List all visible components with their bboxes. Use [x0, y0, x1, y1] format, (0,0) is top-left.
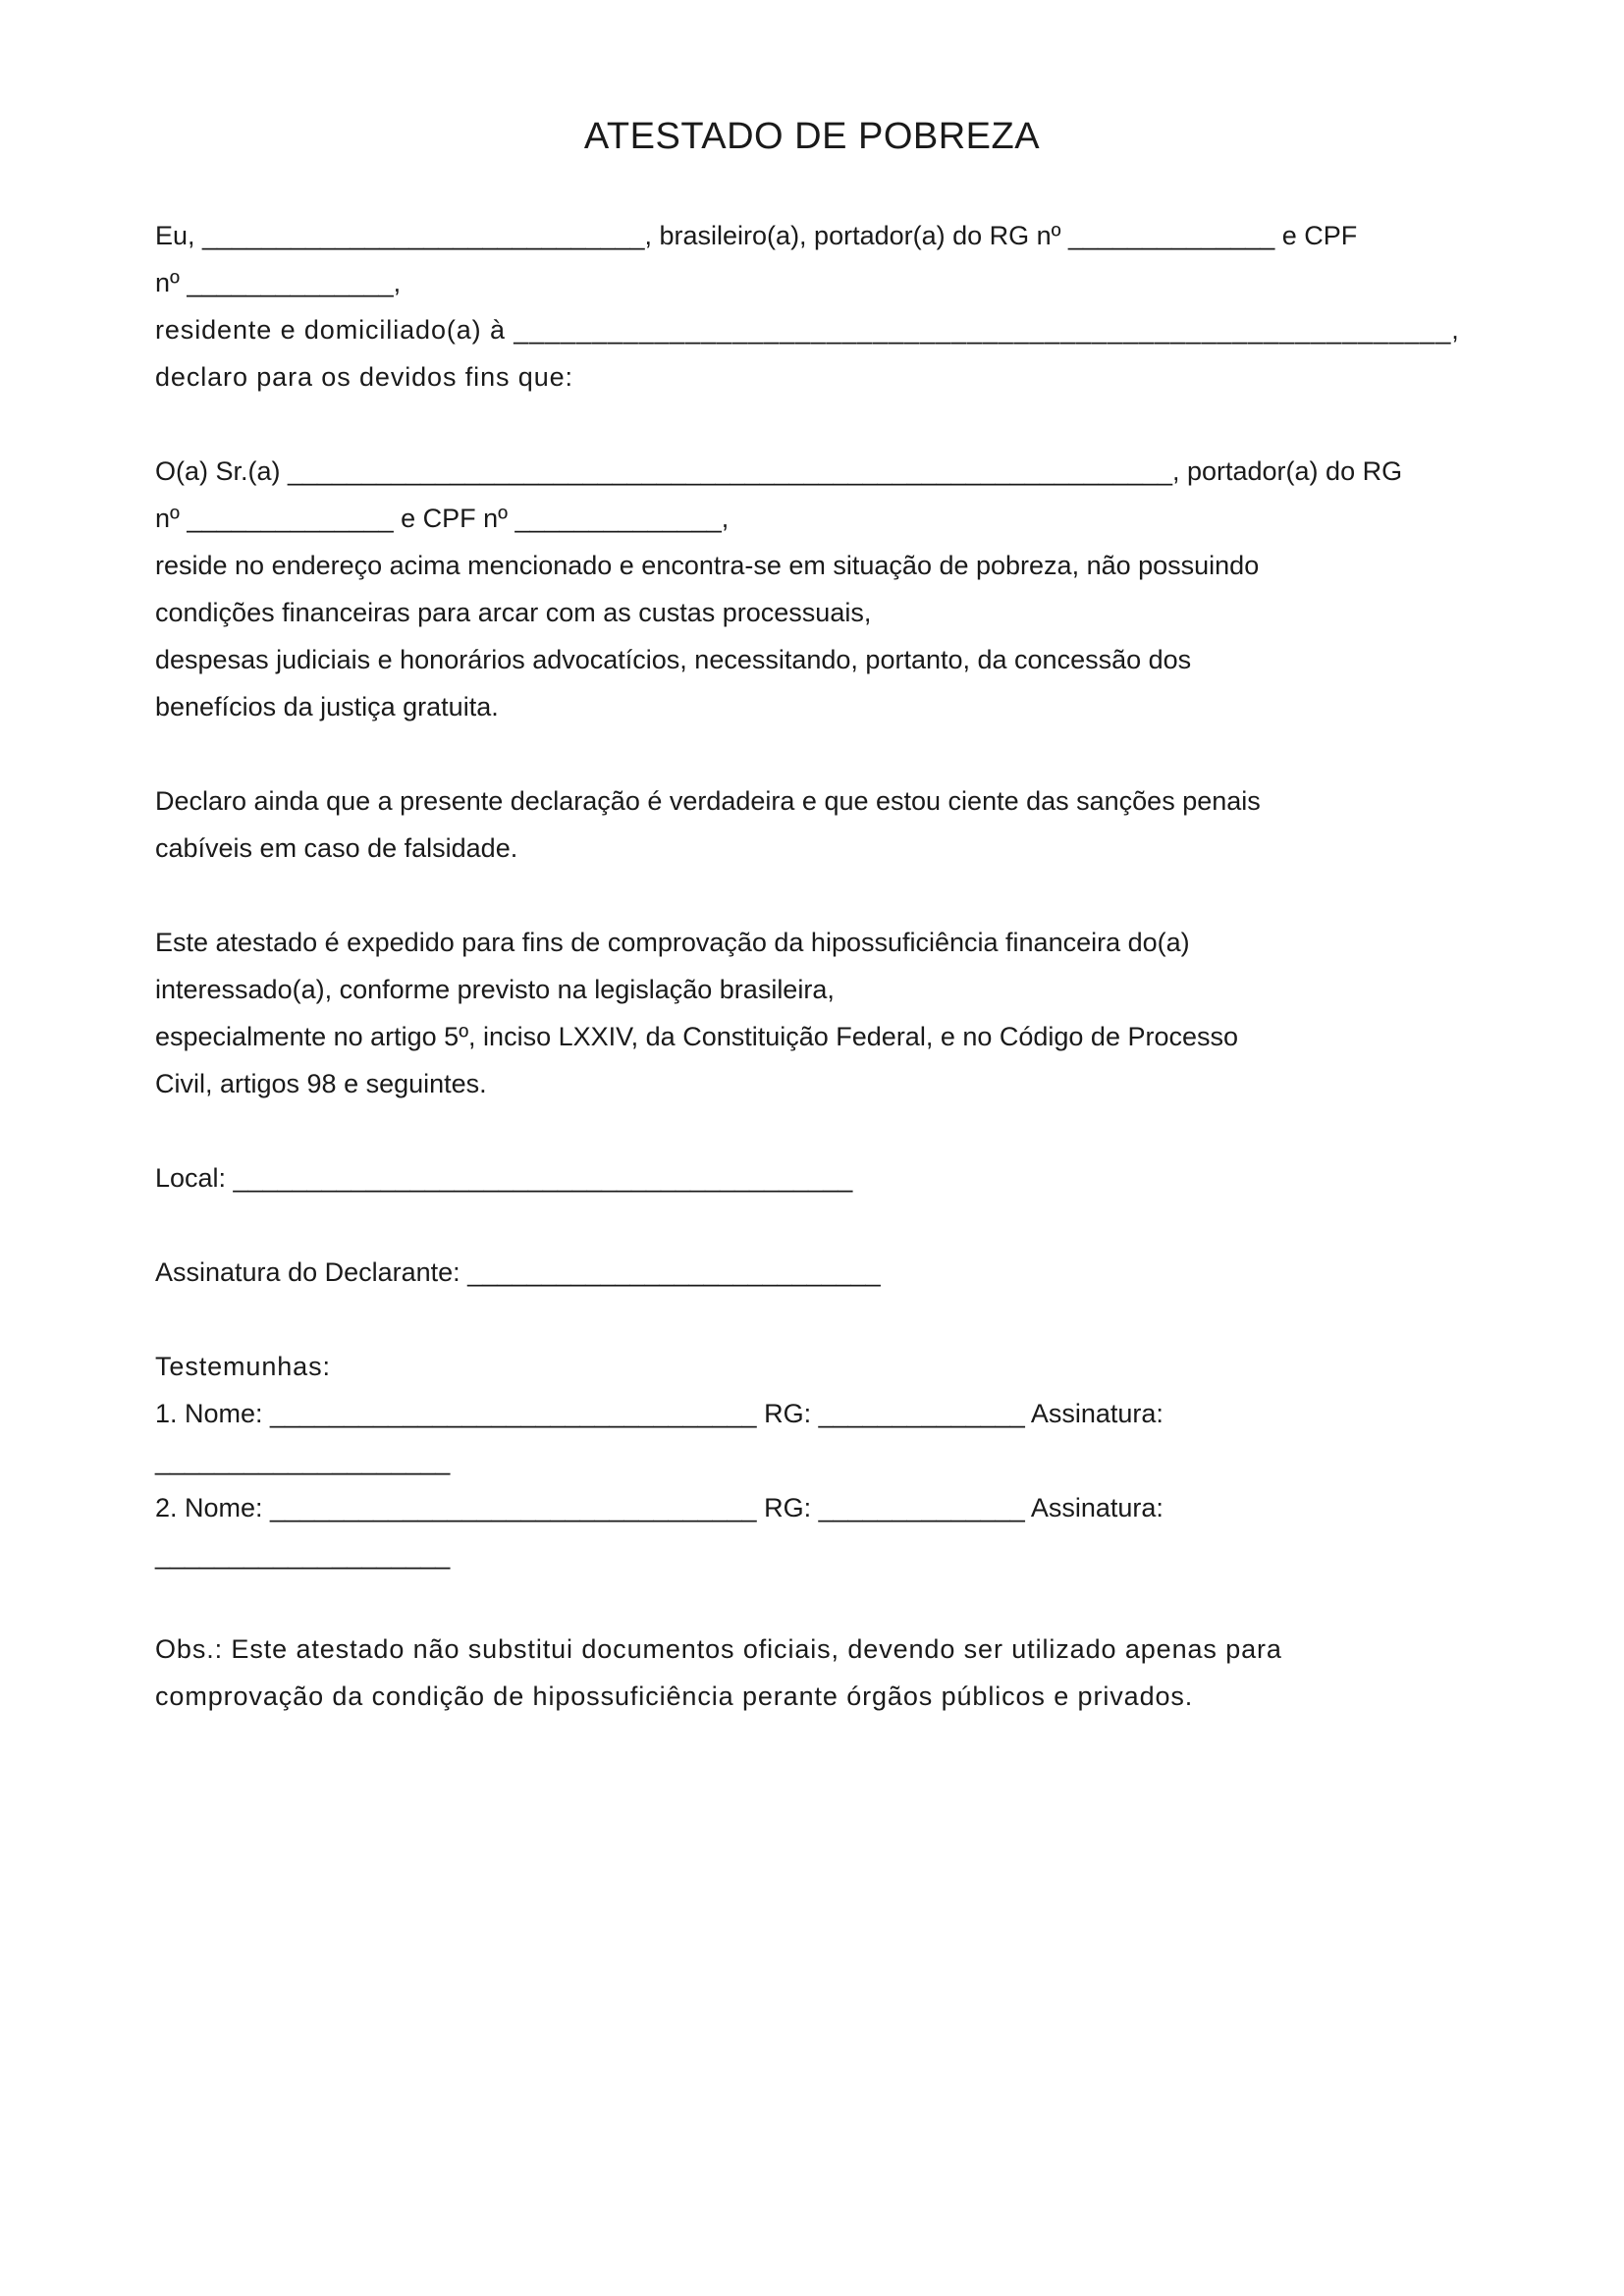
- beneficiary-line-2: nº ______________ e CPF nº ______________,: [155, 504, 730, 533]
- witnesses-heading: Testemunhas:: [155, 1352, 331, 1381]
- beneficiary-line-1: O(a) Sr.(a) ____________________________________________________________, portador(a) do RG: [155, 456, 1403, 486]
- local-field: Local: __________________________________________: [155, 1163, 853, 1193]
- observation-line-2: comprovação da condição de hipossuficiência perante órgãos públicos e privados.: [155, 1682, 1194, 1711]
- beneficiary-line-6: benefícios da justiça gratuita.: [155, 692, 499, 721]
- beneficiary-line-4: condições financeiras para arcar com as custas processuais,: [155, 598, 872, 627]
- purpose-line-4: Civil, artigos 98 e seguintes.: [155, 1069, 487, 1098]
- document-title: ATESTADO DE POBREZA: [583, 116, 1041, 157]
- truth-statement-line-2: cabíveis em caso de falsidade.: [155, 833, 518, 863]
- purpose-line-2: interessado(a), conforme previsto na legislação brasileira,: [155, 975, 835, 1004]
- declarant-signature-field: Assinatura do Declarante: ____________________________: [155, 1257, 881, 1287]
- declarant-line-1: Eu, ______________________________, brasileiro(a), portador(a) do RG nº ______________ e CPF: [155, 221, 1358, 250]
- declarant-line-4: declaro para os devidos fins que:: [155, 362, 573, 392]
- observation-line-1: Obs.: Este atestado não substitui documentos oficiais, devendo ser utilizado apenas para: [155, 1634, 1282, 1664]
- beneficiary-line-3: reside no endereço acima mencionado e encontra-se em situação de pobreza, não possuindo: [155, 551, 1260, 580]
- beneficiary-line-5: despesas judiciais e honorários advocatícios, necessitando, portanto, da concessão dos: [155, 645, 1192, 674]
- witness-2-signature: ____________________: [155, 1540, 451, 1570]
- declarant-line-3: residente e domiciliado(a) à ____________________________________________________________,: [155, 315, 1460, 345]
- purpose-line-3: especialmente no artigo 5º, inciso LXXIV, da Constituição Federal, e no Código de Processo: [155, 1022, 1239, 1051]
- witness-1-line: 1. Nome: _________________________________ RG: ______________ Assinatura:: [155, 1399, 1164, 1428]
- witness-2-line: 2. Nome: _________________________________ RG: ______________ Assinatura:: [155, 1493, 1164, 1522]
- purpose-line-1: Este atestado é expedido para fins de comprovação da hipossuficiência financeira do(a): [155, 928, 1190, 957]
- witness-1-signature: ____________________: [155, 1446, 451, 1475]
- truth-statement-line-1: Declaro ainda que a presente declaração é verdadeira e que estou ciente das sanções penais: [155, 786, 1261, 816]
- declarant-line-2: nº ______________,: [155, 268, 402, 297]
